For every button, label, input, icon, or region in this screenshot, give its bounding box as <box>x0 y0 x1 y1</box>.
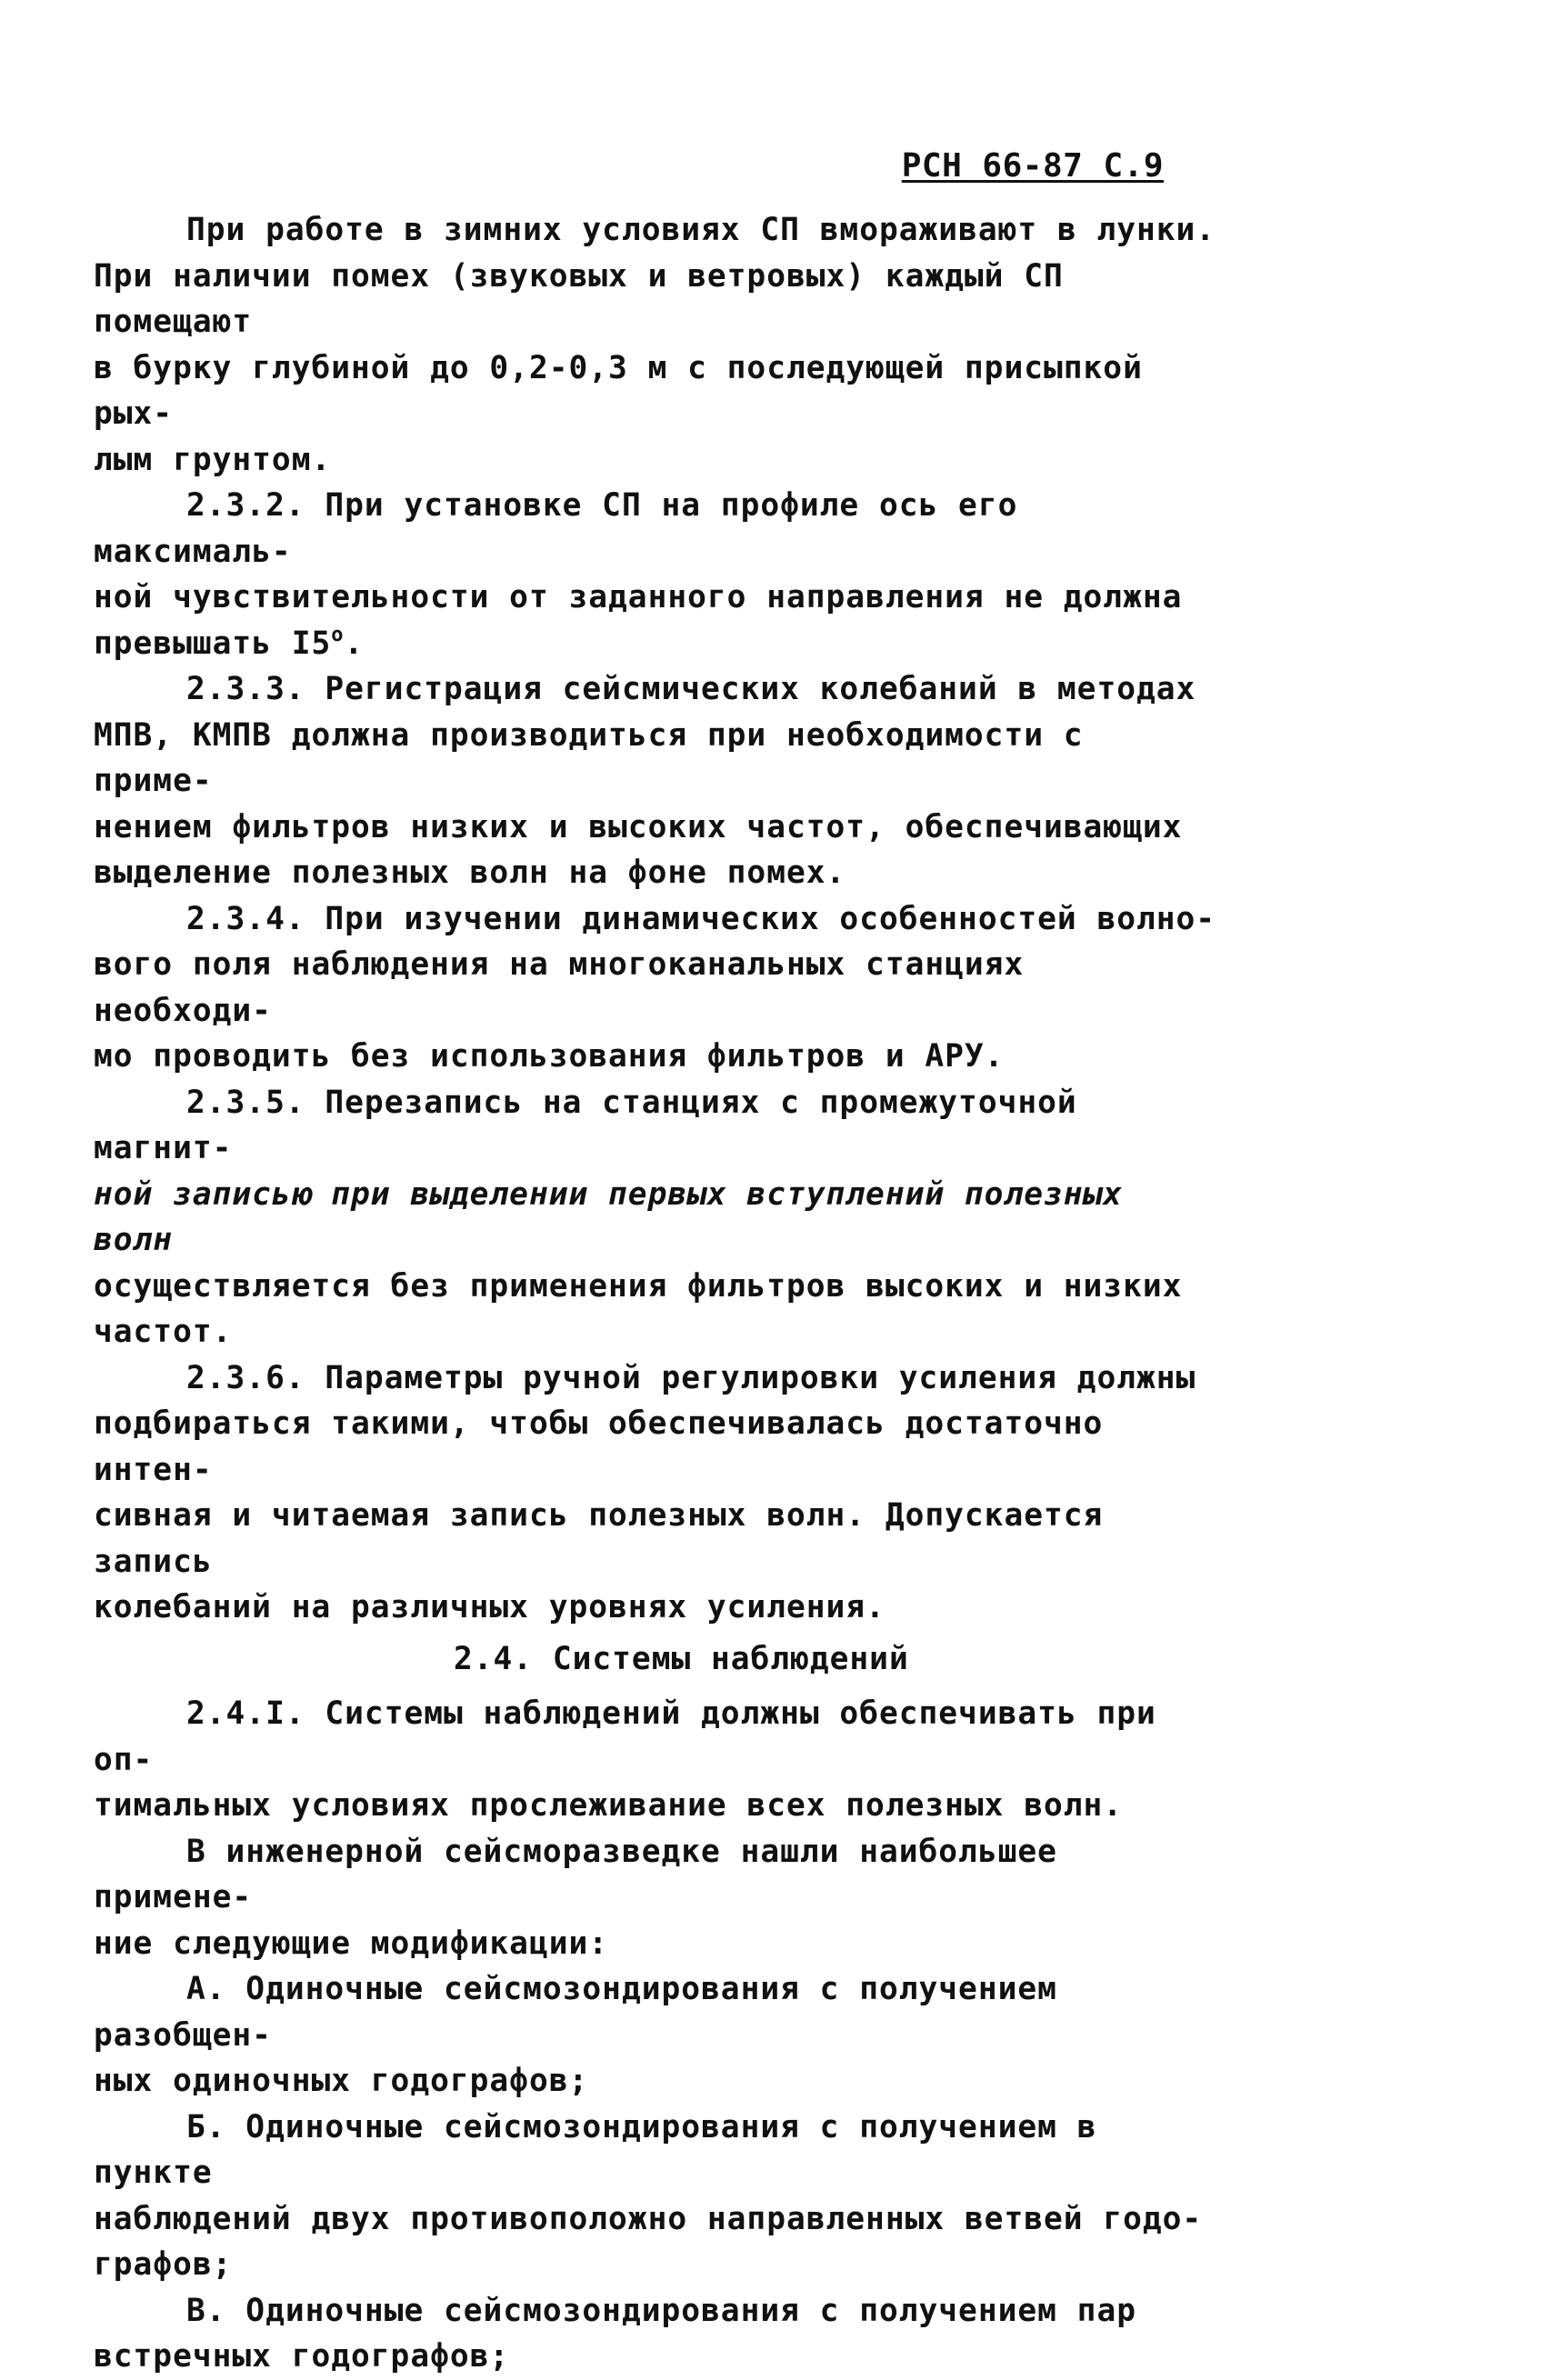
text-line: 2.3.4. При изучении динамических особенностей волно- <box>186 900 1216 937</box>
text-line: ной чувствительности от заданного направления не должна <box>94 579 1183 615</box>
text-line: лым грунтом. <box>94 441 332 478</box>
paragraph-2-3-6 <box>94 1355 1221 1631</box>
text-line: 2.3.5. Перезапись на станциях с промежуточной магнит- <box>94 1084 1077 1166</box>
text-span: . <box>344 625 365 662</box>
text-line: вого поля наблюдения на многоканальных станциях необходи- <box>94 946 1025 1029</box>
text-line: сивная и читаемая запись полезных волн. Допускается запись <box>94 1497 1104 1580</box>
text-line: графов; <box>94 2246 233 2283</box>
list-item-v <box>94 2288 1221 2380</box>
text-line: 2.4.I. Системы наблюдений должны обеспечивать при оп- <box>94 1695 1156 1778</box>
text-line: 2.3.6. Параметры ручной регулировки усиления должны <box>186 1359 1196 1396</box>
text-line: частот. <box>94 1314 233 1350</box>
text-line: в бурку глубиной до 0,2-0,3 м с последующей присыпкой рых- <box>94 349 1143 432</box>
list-item-b <box>94 2105 1221 2288</box>
section-title-2-4: 2.4. Системы наблюдений <box>454 1640 909 1677</box>
text-line: ние следующие модификации: <box>94 1925 609 1962</box>
text-line: колебаний на различных уровнях усиления. <box>94 1589 886 1625</box>
text-line: В. Одиночные сейсмозондирования с получением пар <box>186 2292 1136 2329</box>
paragraph-2-3-4 <box>94 896 1221 1080</box>
text-line: Б. Одиночные сейсмозондирования с получением в пункте <box>94 2108 1097 2191</box>
degree-superscript: o <box>331 623 345 646</box>
text-line: При работе в зимних условиях СП вмораживают в лунки. <box>186 212 1216 248</box>
paragraph-2-3-2 <box>94 483 1221 666</box>
text-line: А. Одиночные сейсмозондирования с получением разобщен- <box>94 1971 1057 2054</box>
text-line: ной записью при выделении первых вступлений полезных волн <box>94 1175 1124 1258</box>
text-line: ных одиночных годографов; <box>94 2063 589 2099</box>
text-line <box>94 621 1221 667</box>
text-line: 2.3.3. Регистрация сейсмических колебаний в методах <box>186 671 1196 707</box>
paragraph-2-4-1 <box>94 1691 1221 1829</box>
text-line: нением фильтров низких и высоких частот, обеспечивающих <box>94 808 1183 845</box>
text-span: превышать I5 <box>94 625 332 662</box>
text-line: 2.3.2. При установке СП на профиле ось его максималь- <box>94 487 1018 570</box>
text-line: МПВ, КМПВ должна производиться при необходимости с приме- <box>94 716 1084 799</box>
text-line: мо проводить без использования фильтров и АРУ. <box>94 1038 1005 1075</box>
page-header: РСН 66-87 С.9 <box>901 147 1164 185</box>
paragraph-2-3-5 <box>94 1080 1221 1355</box>
paragraph-2-3-3 <box>94 666 1221 896</box>
text-line: При наличии помех (звуковых и ветровых) каждый СП помещают <box>94 257 1064 340</box>
text-line: тимальных условиях прослеживание всех полезных волн. <box>94 1787 1124 1824</box>
paragraph-modifications-intro <box>94 1829 1221 1967</box>
text-line: осуществляется без применения фильтров высоких и низких <box>94 1267 1183 1305</box>
text-line: подбираться такими, чтобы обеспечивалась достаточно интен- <box>94 1405 1104 1488</box>
text-line: встречных годографов; <box>94 2338 510 2375</box>
text-line: В инженерной сейсморазведке нашли наибольшее примене- <box>94 1833 1057 1915</box>
document-body <box>94 207 1221 2380</box>
paragraph-2-3-1-continuation <box>94 207 1221 483</box>
list-item-a <box>94 1966 1221 2105</box>
text-line: наблюдений двух противоположно направленных ветвей годо- <box>94 2200 1203 2237</box>
text-line: выделение полезных волн на фоне помех. <box>94 855 846 891</box>
